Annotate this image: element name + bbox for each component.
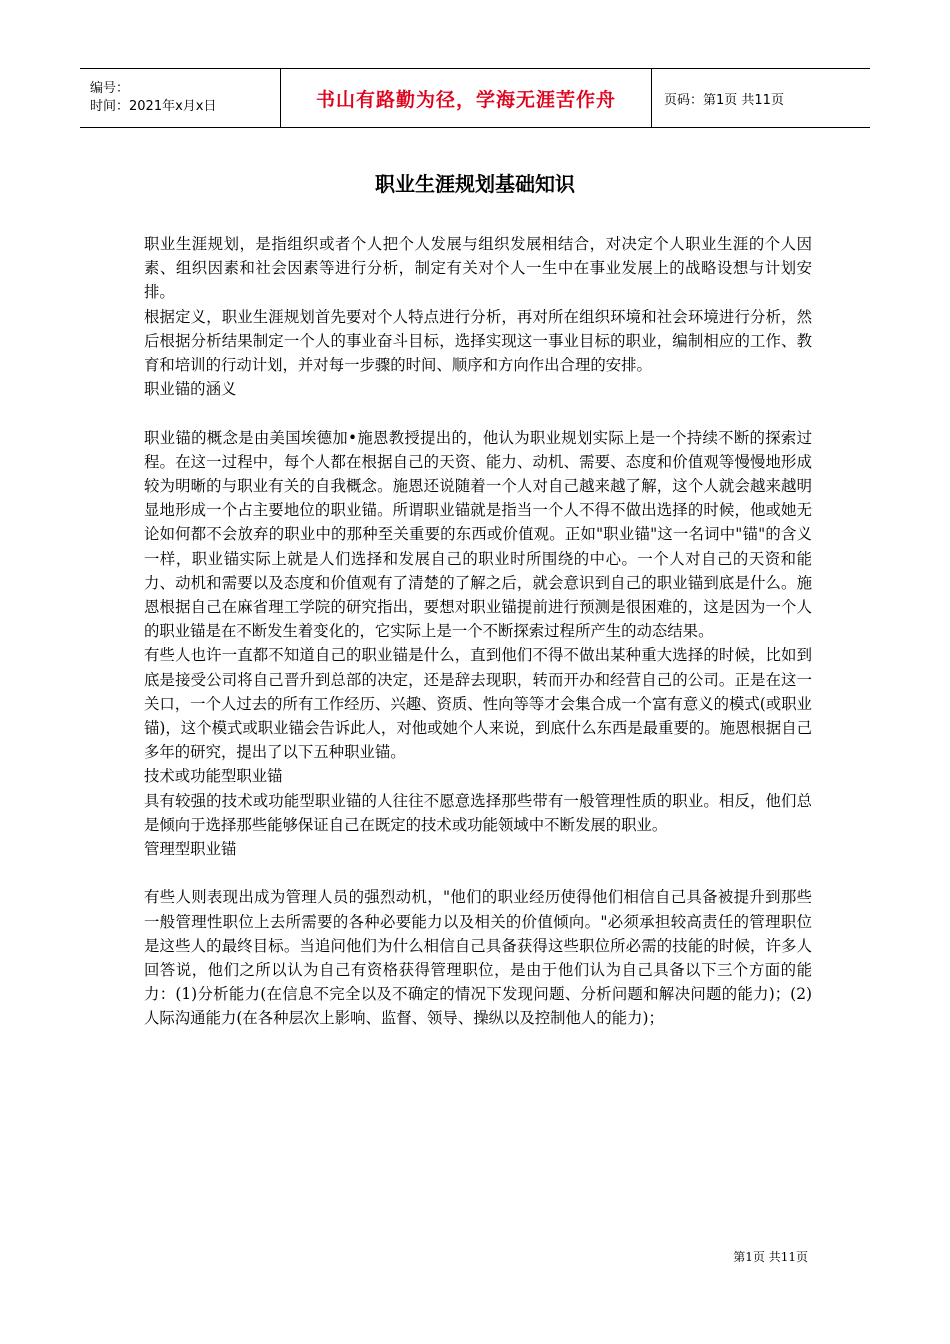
paragraph-technical-anchor: 具有较强的技术或功能型职业锚的人往往不愿意选择那些带有一般管理性质的职业。相反，他们总是倾向于选择那些能够保证自己在既定的技术或功能领域中不断发展的职业。 [144,791,812,834]
blank-line [144,861,812,885]
section-heading-technical-anchor: 技术或功能型职业锚 [144,767,283,786]
header-motto-cell [280,69,652,127]
header-page-info: 页码：第1页 共11页 [664,92,784,108]
document-header [80,68,870,128]
header-meta [80,69,280,127]
paragraph-management-anchor: 有些人则表现出成为管理人员的强烈动机，"他们的职业经历使得他们相信自己具备被提升到那些一般管理性职位上去所需要的各种必要能力以及相关的价值倾向。"必须承担较高责任的管理职位是这些人的最终目标。当追问他们为什么相信自己具备获得这些职位所必需的技能的时候，许多人回答说，他们之所以认为自己有资格获得管理职位，是由于他们认为自己具备以下三个方面的能力：(1)分析能力(在信息不完全以及不确定的情况下发现问题、分析问题和解决问题的能力)；(2)人际沟通能力(在各种层次上影响、监督、领导、操纵以及控制他人的能力)； [144,888,812,1028]
paragraph-definition: 职业生涯规划，是指组织或者个人把个人发展与组织发展相结合，对决定个人职业生涯的个人因素、组织因素和社会因素等进行分析，制定有关对个人一生中在事业发展上的战略设想与计划安排。 [144,235,812,302]
section-heading-management-anchor: 管理型职业锚 [144,840,237,859]
document-date: 时间：2021年x月x日 [90,99,217,114]
section-heading-career-anchor: 职业锚的涵义 [144,380,237,399]
paragraph-career-anchor-concept: 职业锚的概念是由美国埃德加•施恩教授提出的，他认为职业规划实际上是一个持续不断的探索过程。在这一过程中，每个人都在根据自己的天资、能力、动机、需要、态度和价值观等慢慢地形成较为明晰的与职业有关的自我概念。施恩还说随着一个人对自己越来越了解，这个人就会越来越明显地形成一个占主要地位的职业锚。所谓职业锚就是指当一个人不得不做出选择的时候，他或她无论如何都不会放弃的职业中的那种至关重要的东西或价值观。正如"职业锚"这一名词中"锚"的含义一样，职业锚实际上就是人们选择和发展自己的职业时所围绕的中心。一个人对自己的天资和能力、动机和需要以及态度和价值观有了清楚的了解之后，就会意识到自己的职业锚到底是什么。施恩根据自己在麻省理工学院的研究指出，要想对职业锚提前进行预测是很困难的，这是因为一个人的职业锚是在不断发生着变化的，它实际上是一个不断探索过程所产生的动态结果。 [144,428,812,641]
paragraph-career-anchor-discovery: 有些人也许一直都不知道自己的职业锚是什么，直到他们不得不做出某种重大选择的时候，比如到底是接受公司将自己晋升到总部的决定，还是辞去现职，转而开办和经营自己的公司。正是在这一关口，一个人过去的所有工作经历、兴趣、资质、性向等等才会集合成一个富有意义的模式(或职业锚)，这个模式或职业锚会告诉此人，对他或她个人来说，到底什么东西是最重要的。施恩根据自己多年的研究，提出了以下五种职业锚。 [144,646,812,762]
page-footer: 第1页 共11页 [733,1250,808,1264]
document-body [144,232,812,1031]
header-page-cell [652,69,870,127]
document-title: 职业生涯规划基础知识 [375,172,575,196]
header-motto: 书山有路勤为径，学海无涯苦作舟 [315,88,616,111]
paragraph-analysis: 根据定义，职业生涯规划首先要对个人特点进行分析，再对所在组织环境和社会环境进行分析，然后根据分析结果制定一个人的事业奋斗目标，选择实现这一事业目标的职业，编制相应的工作、教育和培训的行动计划，并对每一步骤的时间、顺序和方向作出合理的安排。 [144,307,812,375]
blank-line [144,401,812,425]
document-number-label: 编号： [90,81,130,96]
